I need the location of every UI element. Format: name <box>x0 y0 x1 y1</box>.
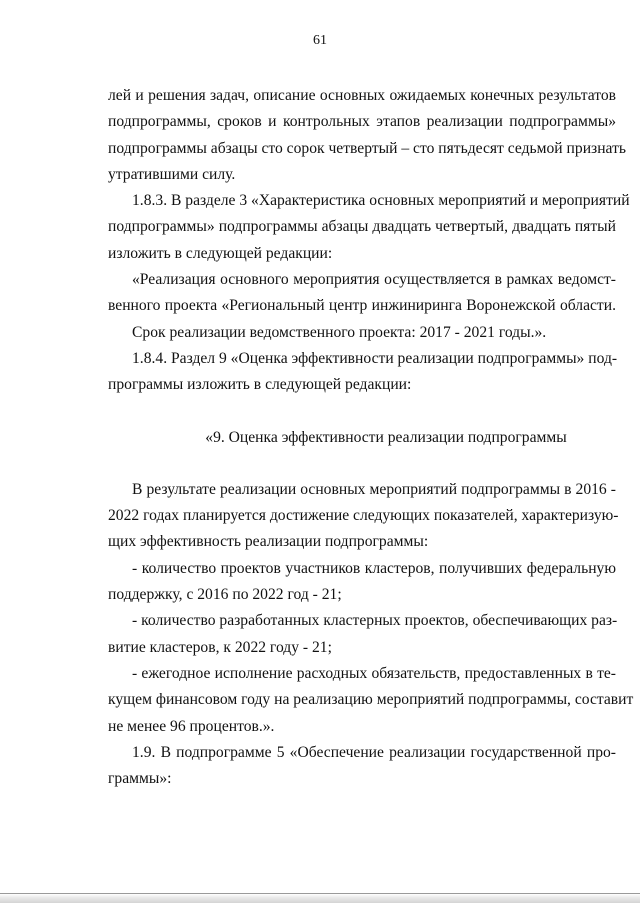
text-line: 1.8.4. Раздел 9 «Оценка эффективности реализации подпрограммы» под- <box>132 349 618 367</box>
text-line: «Реализация основного мероприятия осуществляется в рамках ведомст- <box>132 271 616 289</box>
text-line: подпрограммы абзацы сто сорок четвертый – сто пятьдесят седьмой признать <box>108 139 626 157</box>
scan-bottom-edge <box>0 894 640 903</box>
text-line: щих эффективность реализации подпрограммы: <box>108 533 429 551</box>
list-item: - ежегодное исполнение расходных обязательств, предоставленных в те- <box>132 664 616 682</box>
text-line: 1.9. В подпрограмме 5 «Обеспечение реализации государственной про- <box>132 743 616 761</box>
text-line: граммы»: <box>108 770 172 788</box>
text-line: венного проекта «Региональный центр инжиниринга Воронежской области. <box>108 297 616 315</box>
list-item: - количество проектов участников кластеров, получивших федеральную <box>132 559 616 577</box>
text-line: Срок реализации ведомственного проекта: 2017 - 2021 годы.». <box>132 323 547 341</box>
text-line: программы изложить в следующей редакции: <box>108 376 412 394</box>
text-line: подпрограммы, сроков и контрольных этапов реализации подпрограммы» <box>108 113 616 131</box>
text-line: В результате реализации основных мероприятий подпрограммы в 2016 - <box>132 480 616 498</box>
text-line: лей и решения задач, описание основных ожидаемых конечных результатов <box>108 87 616 104</box>
text-line: поддержку, с 2016 по 2022 год - 21; <box>108 586 342 604</box>
text-line: кущем финансовом году на реализацию мероприятий подпрограммы, составит <box>108 691 634 709</box>
document-body <box>108 83 634 792</box>
text-line: 2022 годах планируется достижение следующих показателей, характеризую- <box>108 507 619 525</box>
section-heading: «9. Оценка эффективности реализации подпрограммы <box>205 428 567 446</box>
page-number: 61 <box>313 33 327 48</box>
text-line: изложить в следующей редакции: <box>108 244 333 262</box>
text-line: подпрограммы» подпрограммы абзацы двадцать четвертый, двадцать пятый <box>108 218 616 236</box>
text-line: витие кластеров, к 2022 году - 21; <box>108 638 332 656</box>
text-line: утратившими силу. <box>108 165 236 183</box>
list-item: - количество разработанных кластерных проектов, обеспечивающих раз- <box>132 612 618 630</box>
text-line: не менее 96 процентов.». <box>108 717 275 735</box>
text-line: 1.8.3. В разделе 3 «Характеристика основных мероприятий и мероприятий <box>132 192 630 210</box>
